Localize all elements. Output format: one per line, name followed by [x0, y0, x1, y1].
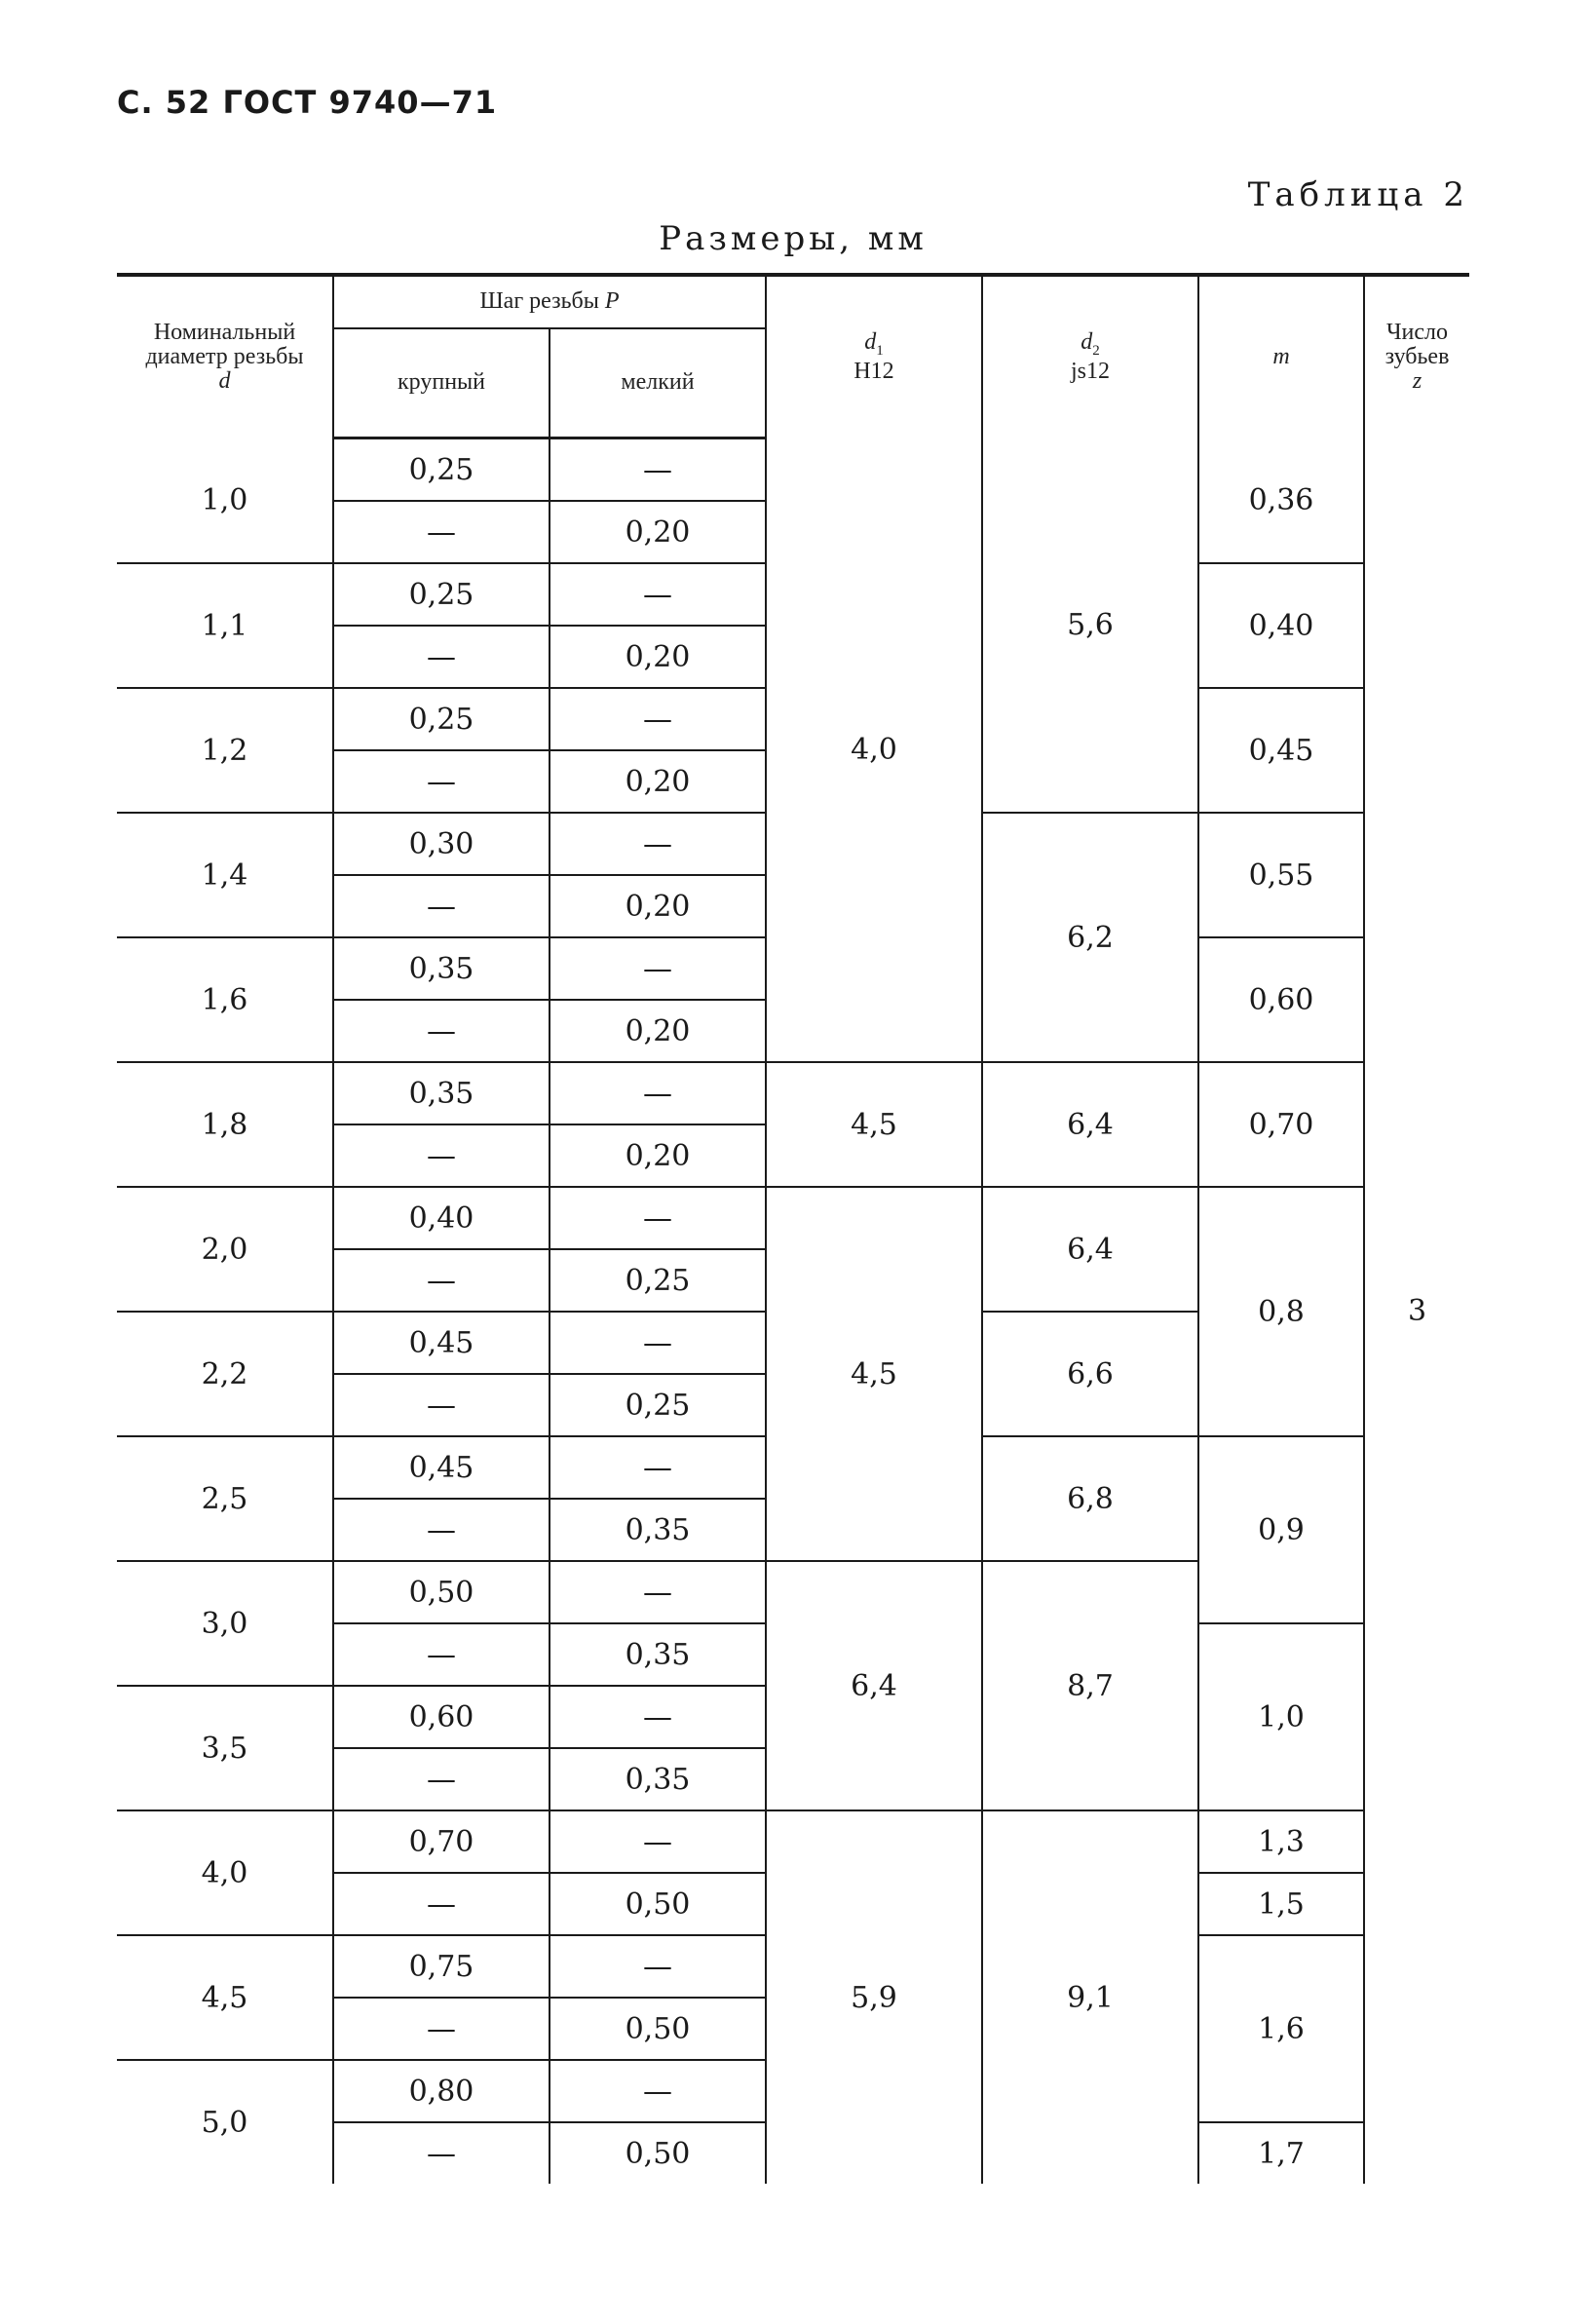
col-header-teeth [1364, 275, 1469, 438]
col-header-pitch [333, 275, 766, 328]
cell-m: 0,60 [1198, 937, 1364, 1062]
cell-nominal-diameter: 3,0 [117, 1561, 333, 1686]
cell-d2: 6,8 [982, 1436, 1198, 1561]
cell-coarse-dash: — [333, 1623, 550, 1686]
cell-nominal-diameter: 5,0 [117, 2060, 333, 2184]
cell-d2: 6,6 [982, 1312, 1198, 1436]
cell-d2: 8,7 [982, 1561, 1198, 1810]
cell-m: 0,8 [1198, 1187, 1364, 1436]
d2-tolerance: js12 [1070, 358, 1110, 384]
cell-coarse-dash: — [333, 1748, 550, 1810]
cell-coarse-dash: — [333, 1873, 550, 1935]
cell-d1: 6,4 [766, 1561, 982, 1810]
d1-symbol: d [864, 329, 877, 356]
table-row [117, 1062, 1469, 1124]
cell-fine-pitch: 0,35 [550, 1499, 766, 1561]
cell-m: 1,0 [1198, 1623, 1364, 1810]
cell-fine-dash: — [550, 563, 766, 626]
cell-d2: 5,6 [982, 438, 1198, 814]
cell-d1: 5,9 [766, 1810, 982, 2184]
cell-teeth-count: 3 [1407, 1293, 1427, 1328]
cell-fine-dash: — [550, 688, 766, 750]
cell-coarse-pitch: 0,25 [333, 563, 550, 626]
cell-fine-pitch: 0,20 [550, 875, 766, 937]
cell-coarse-pitch: 0,60 [333, 1686, 550, 1748]
cell-coarse-pitch: 0,70 [333, 1810, 550, 1873]
d1-subscript: 1 [876, 343, 884, 360]
cell-fine-dash: — [550, 1187, 766, 1249]
cell-fine-dash: — [550, 1935, 766, 1998]
cell-fine-dash: — [550, 937, 766, 1000]
pitch-symbol: P [604, 288, 620, 315]
d2-symbol: d [1081, 329, 1093, 356]
cell-fine-dash: — [550, 1686, 766, 1748]
cell-m: 0,40 [1198, 563, 1364, 688]
cell-fine-pitch: 0,25 [550, 1374, 766, 1436]
cell-m: 1,3 [1198, 1810, 1364, 1873]
cell-coarse-pitch: 0,75 [333, 1935, 550, 1998]
d1-tolerance: H12 [853, 358, 894, 384]
cell-m: 1,6 [1198, 1935, 1364, 2122]
dimensions-table-wrap [117, 273, 1469, 2184]
cell-fine-dash: — [550, 1436, 766, 1499]
cell-nominal-diameter: 2,5 [117, 1436, 333, 1561]
cell-m: 0,70 [1198, 1062, 1364, 1187]
cell-coarse-dash: — [333, 1499, 550, 1561]
d2-subscript: 2 [1092, 343, 1100, 360]
teeth-label: Число зубьев [1384, 319, 1450, 370]
cell-m: 1,7 [1198, 2122, 1364, 2184]
cell-nominal-diameter: 1,4 [117, 813, 333, 937]
col-header-m [1198, 275, 1364, 438]
table-row [117, 438, 1469, 502]
cell-coarse-pitch: 0,40 [333, 1187, 550, 1249]
cell-fine-dash: — [550, 813, 766, 875]
table-body [117, 438, 1469, 2185]
cell-coarse-dash: — [333, 875, 550, 937]
cell-m: 0,9 [1198, 1436, 1364, 1623]
cell-d2: 9,1 [982, 1810, 1198, 2184]
dimensions-table [117, 273, 1469, 2184]
cell-coarse-dash: — [333, 626, 550, 688]
cell-coarse-dash: — [333, 1249, 550, 1312]
cell-nominal-diameter: 2,0 [117, 1187, 333, 1312]
cell-m: 0,36 [1198, 438, 1364, 564]
cell-fine-pitch: 0,35 [550, 1623, 766, 1686]
cell-coarse-pitch: 0,35 [333, 937, 550, 1000]
nominal-diameter-symbol: d [218, 368, 231, 395]
cell-fine-dash: — [550, 438, 766, 502]
table-caption: Размеры, мм [659, 219, 928, 258]
pitch-label: Шаг резьбы [479, 288, 599, 315]
cell-d1: 4,5 [766, 1062, 982, 1187]
col-header-nominal-diameter [117, 275, 333, 438]
cell-d1: 4,0 [766, 438, 982, 1063]
table-head [117, 275, 1469, 438]
cell-fine-pitch: 0,20 [550, 501, 766, 563]
cell-fine-dash: — [550, 1561, 766, 1623]
cell-coarse-dash: — [333, 501, 550, 563]
cell-nominal-diameter: 1,0 [117, 438, 333, 564]
table-row [117, 1810, 1469, 1873]
cell-nominal-diameter: 2,2 [117, 1312, 333, 1436]
cell-m: 0,45 [1198, 688, 1364, 813]
cell-coarse-dash: — [333, 750, 550, 813]
cell-fine-pitch: 0,20 [550, 1124, 766, 1187]
cell-fine-pitch: 0,50 [550, 1873, 766, 1935]
cell-coarse-pitch: 0,35 [333, 1062, 550, 1124]
cell-nominal-diameter: 3,5 [117, 1686, 333, 1810]
cell-m: 1,5 [1198, 1873, 1364, 1935]
cell-nominal-diameter: 4,0 [117, 1810, 333, 1935]
cell-coarse-dash: — [333, 1124, 550, 1187]
cell-nominal-diameter: 4,5 [117, 1935, 333, 2060]
cell-fine-pitch: 0,20 [550, 750, 766, 813]
cell-fine-pitch: 0,50 [550, 2122, 766, 2184]
cell-coarse-dash: — [333, 2122, 550, 2184]
col-header-d1 [766, 275, 982, 438]
m-symbol: m [1272, 344, 1290, 370]
cell-d2: 6,2 [982, 813, 1198, 1062]
col-header-d2 [982, 275, 1198, 438]
cell-d1: 4,5 [766, 1187, 982, 1561]
cell-coarse-dash: — [333, 1998, 550, 2060]
cell-coarse-dash: — [333, 1374, 550, 1436]
cell-fine-dash: — [550, 1062, 766, 1124]
cell-coarse-pitch: 0,45 [333, 1436, 550, 1499]
cell-fine-dash: — [550, 1810, 766, 1873]
cell-d2: 6,4 [982, 1062, 1198, 1187]
teeth-symbol: z [1412, 368, 1422, 395]
table-row [117, 1187, 1469, 1249]
cell-fine-pitch: 0,50 [550, 1998, 766, 2060]
cell-fine-pitch: 0,20 [550, 626, 766, 688]
cell-coarse-pitch: 0,50 [333, 1561, 550, 1623]
cell-d2: 6,4 [982, 1187, 1198, 1312]
nominal-diameter-label: Номинальный диаметр резьбы [145, 319, 304, 370]
page-header: С. 52 ГОСТ 9740—71 [117, 84, 498, 121]
cell-nominal-diameter: 1,1 [117, 563, 333, 688]
col-header-coarse: крупный [333, 328, 550, 438]
cell-coarse-pitch: 0,45 [333, 1312, 550, 1374]
cell-fine-dash: — [550, 2060, 766, 2122]
cell-nominal-diameter: 1,2 [117, 688, 333, 813]
cell-coarse-pitch: 0,80 [333, 2060, 550, 2122]
cell-coarse-pitch: 0,30 [333, 813, 550, 875]
cell-fine-pitch: 0,20 [550, 1000, 766, 1062]
cell-coarse-pitch: 0,25 [333, 688, 550, 750]
cell-m: 0,55 [1198, 813, 1364, 937]
cell-nominal-diameter: 1,8 [117, 1062, 333, 1187]
cell-coarse-dash: — [333, 1000, 550, 1062]
cell-fine-pitch: 0,25 [550, 1249, 766, 1312]
cell-nominal-diameter: 1,6 [117, 937, 333, 1062]
col-header-fine: мелкий [550, 328, 766, 438]
cell-coarse-pitch: 0,25 [333, 438, 550, 502]
cell-fine-dash: — [550, 1312, 766, 1374]
table-label: Таблица 2 [1247, 175, 1469, 214]
cell-fine-pitch: 0,35 [550, 1748, 766, 1810]
